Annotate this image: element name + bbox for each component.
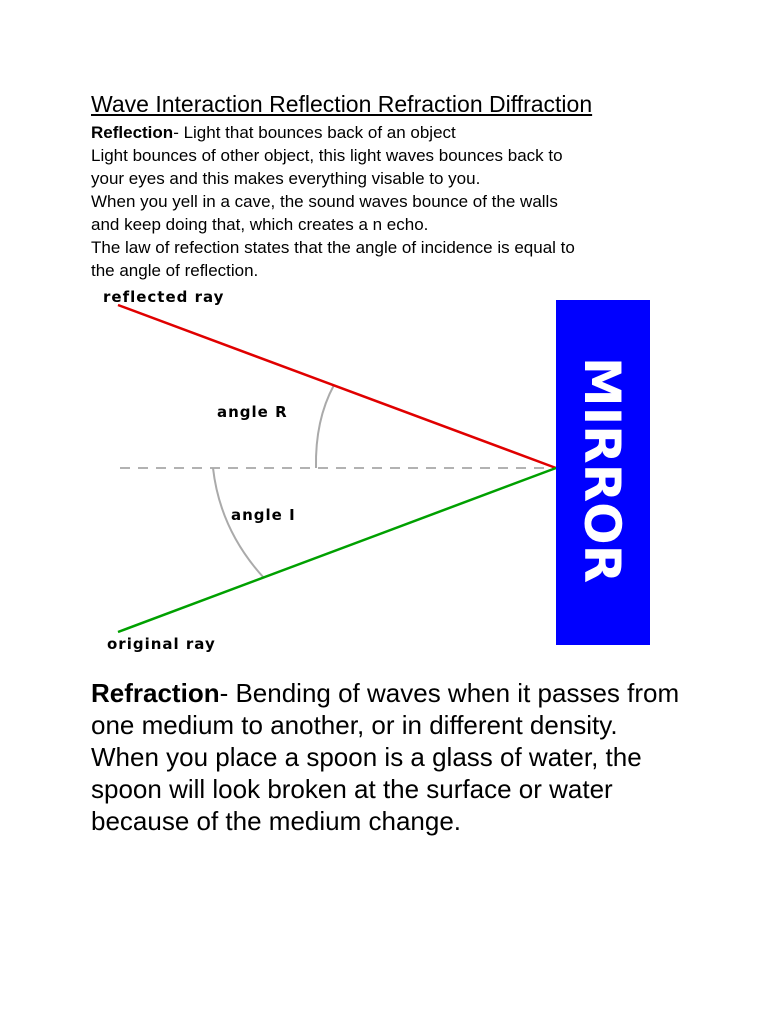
angle-r-label: angle R	[217, 403, 288, 421]
refraction-term: Refraction	[91, 678, 220, 708]
reflection-line: the angle of reflection.	[91, 261, 259, 280]
mirror-label: MIRROR	[573, 356, 631, 584]
reflection-line: and keep doing that, which creates a n echo.	[91, 215, 429, 234]
reflection-definition: - Light that bounces back of an object	[173, 123, 456, 142]
reflection-diagram	[0, 280, 768, 660]
reflection-diagram-svg	[0, 280, 768, 660]
reflected-ray-label: reflected ray	[103, 288, 225, 306]
angle-r-arc	[316, 385, 334, 468]
reflection-definition-line	[91, 121, 691, 144]
refraction-example: When you place a spoon is a glass of water, the spoon will look broken at the surface or water because of the medium change.	[91, 742, 642, 836]
reflection-section	[91, 121, 691, 282]
reflected-ray	[118, 305, 556, 468]
reflection-line: your eyes and this makes everything visable to you.	[91, 169, 481, 188]
reflection-line: Light bounces of other object, this light waves bounces back to	[91, 146, 563, 165]
original-ray	[118, 468, 556, 632]
refraction-definition: - Bending of waves when it passes from one medium to another, or in different density.	[91, 678, 680, 740]
refraction-definition-paragraph	[91, 677, 711, 741]
refraction-section	[91, 677, 711, 837]
original-ray-label: original ray	[107, 635, 216, 653]
reflection-term: Reflection	[91, 123, 174, 142]
reflection-line: When you yell in a cave, the sound waves bounce of the walls	[91, 192, 558, 211]
angle-i-label: angle I	[231, 506, 296, 524]
page-title: Wave Interaction Reflection Refraction Diffraction	[91, 91, 593, 117]
reflection-line: The law of refection states that the angle of incidence is equal to	[91, 238, 575, 257]
